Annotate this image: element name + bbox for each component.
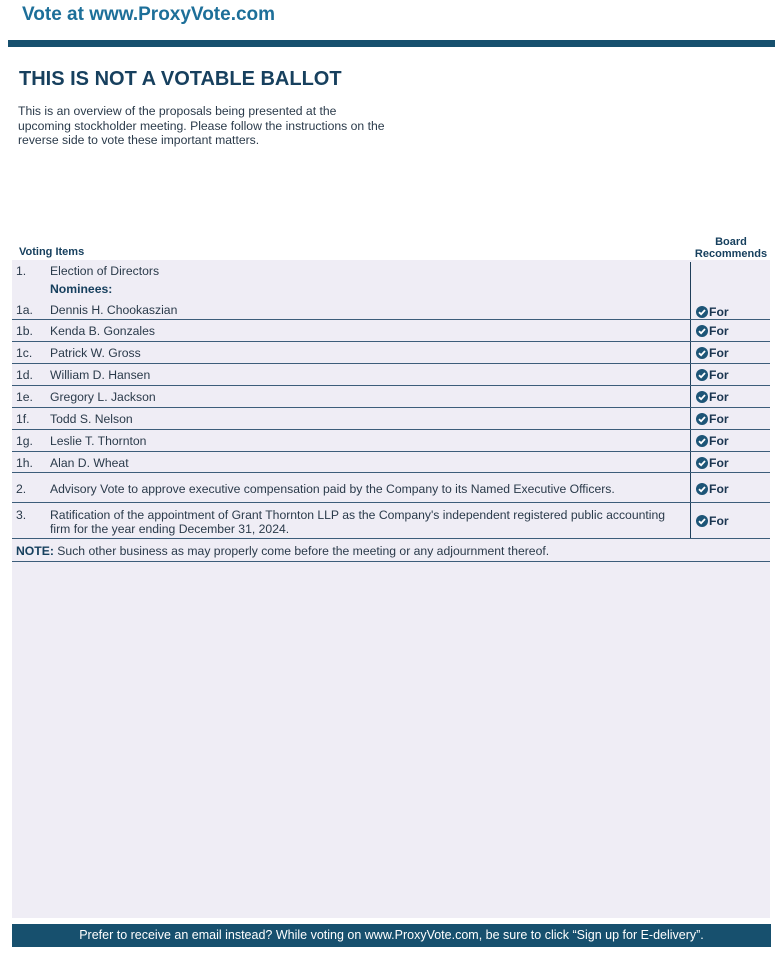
board-recommendation [696,305,729,319]
nominee-name: Leslie T. Thornton [50,434,147,448]
row-divider [12,472,770,473]
nominee-number: 1g. [16,434,33,448]
item-number: 3. [16,508,27,522]
item-text [50,508,665,536]
row-divider [12,319,770,320]
nominee-name: Alan D. Wheat [50,456,129,470]
item-number: 2. [16,482,27,496]
recommendation-label: For [709,514,729,528]
voting-items-header: Voting Items [19,246,85,258]
check-circle-icon [696,325,708,337]
board-recommendation [696,346,729,360]
nominee-name: Patrick W. Gross [50,346,141,360]
recommendation-label: For [709,456,729,470]
row-divider [12,538,770,539]
nominee-name: Kenda B. Gonzales [50,324,156,338]
row-divider [12,451,770,452]
check-circle-icon [696,457,708,469]
check-circle-icon [696,435,708,447]
item-text-line2: firm for the year ending December 31, 2024. [50,522,290,536]
row-divider [12,502,770,503]
item-number: 1. [16,264,27,278]
check-circle-icon [696,391,708,403]
recommendation-label: For [709,390,729,404]
page-title: THIS IS NOT A VOTABLE BALLOT [19,68,342,90]
recommend-column-divider [690,262,691,538]
item-text-line1: Ratification of the appointment of Grant Thornton LLP as the Company's independent registered public accounting [50,508,666,522]
nominee-number: 1a. [16,303,33,317]
check-circle-icon [696,369,708,381]
recommendation-label: For [709,368,729,382]
check-circle-icon [696,306,708,318]
nominee-name: Todd S. Nelson [50,412,133,426]
row-divider [12,341,770,342]
note-line [16,544,549,558]
row-divider [12,363,770,364]
nominee-name: Gregory L. Jackson [50,390,156,404]
note-text: Such other business as may properly come before the meeting or any adjournment thereof. [53,544,550,558]
check-circle-icon [696,515,708,527]
recommendation-label: For [709,412,729,426]
row-divider [12,385,770,386]
recommendation-label: For [709,482,729,496]
vote-link-header[interactable]: Vote at www.ProxyVote.com [22,4,276,25]
header-divider-bar [8,40,775,47]
board-recommendation [696,456,729,470]
nominee-name: William D. Hansen [50,368,151,382]
item-text: Election of Directors [50,264,160,278]
nominee-number: 1h. [16,456,33,470]
board-recommendation [696,324,729,338]
nominee-name: Dennis H. Chookaszian [50,303,178,317]
row-divider [12,561,770,562]
item-text: Advisory Vote to approve executive compensation paid by the Company to its Named Executive Officers. [50,482,615,496]
row-divider [12,407,770,408]
recommendation-label: For [709,434,729,448]
board-header-line1: Board [715,236,747,248]
board-recommendation [696,482,729,496]
recommendation-label: For [709,324,729,338]
recommendation-label: For [709,346,729,360]
board-recommendation [696,434,729,448]
nominee-number: 1d. [16,368,33,382]
intro-paragraph: This is an overview of the proposals being presented at the upcoming stockholder meeting. Please follow the instructions on the reverse side to vote these important matters. [18,104,385,147]
board-recommends-header [692,236,770,260]
board-header-line2: Recommends [694,248,768,260]
recommendation-label: For [709,305,729,319]
check-circle-icon [696,483,708,495]
board-recommendation [696,390,729,404]
nominee-number: 1e. [16,390,33,404]
note-label: NOTE: [16,544,54,558]
check-circle-icon [696,413,708,425]
nominees-label: Nominees: [50,282,113,296]
check-circle-icon [696,347,708,359]
row-divider [12,429,770,430]
nominee-number: 1c. [16,346,33,360]
board-recommendation [696,412,729,426]
nominee-number: 1f. [16,412,30,426]
board-recommendation [696,514,729,528]
board-recommendation [696,368,729,382]
e-delivery-footer[interactable]: Prefer to receive an email instead? While voting on www.ProxyVote.com, be sure to click “Sign up for E-delivery”. [12,924,771,947]
nominee-number: 1b. [16,324,33,338]
